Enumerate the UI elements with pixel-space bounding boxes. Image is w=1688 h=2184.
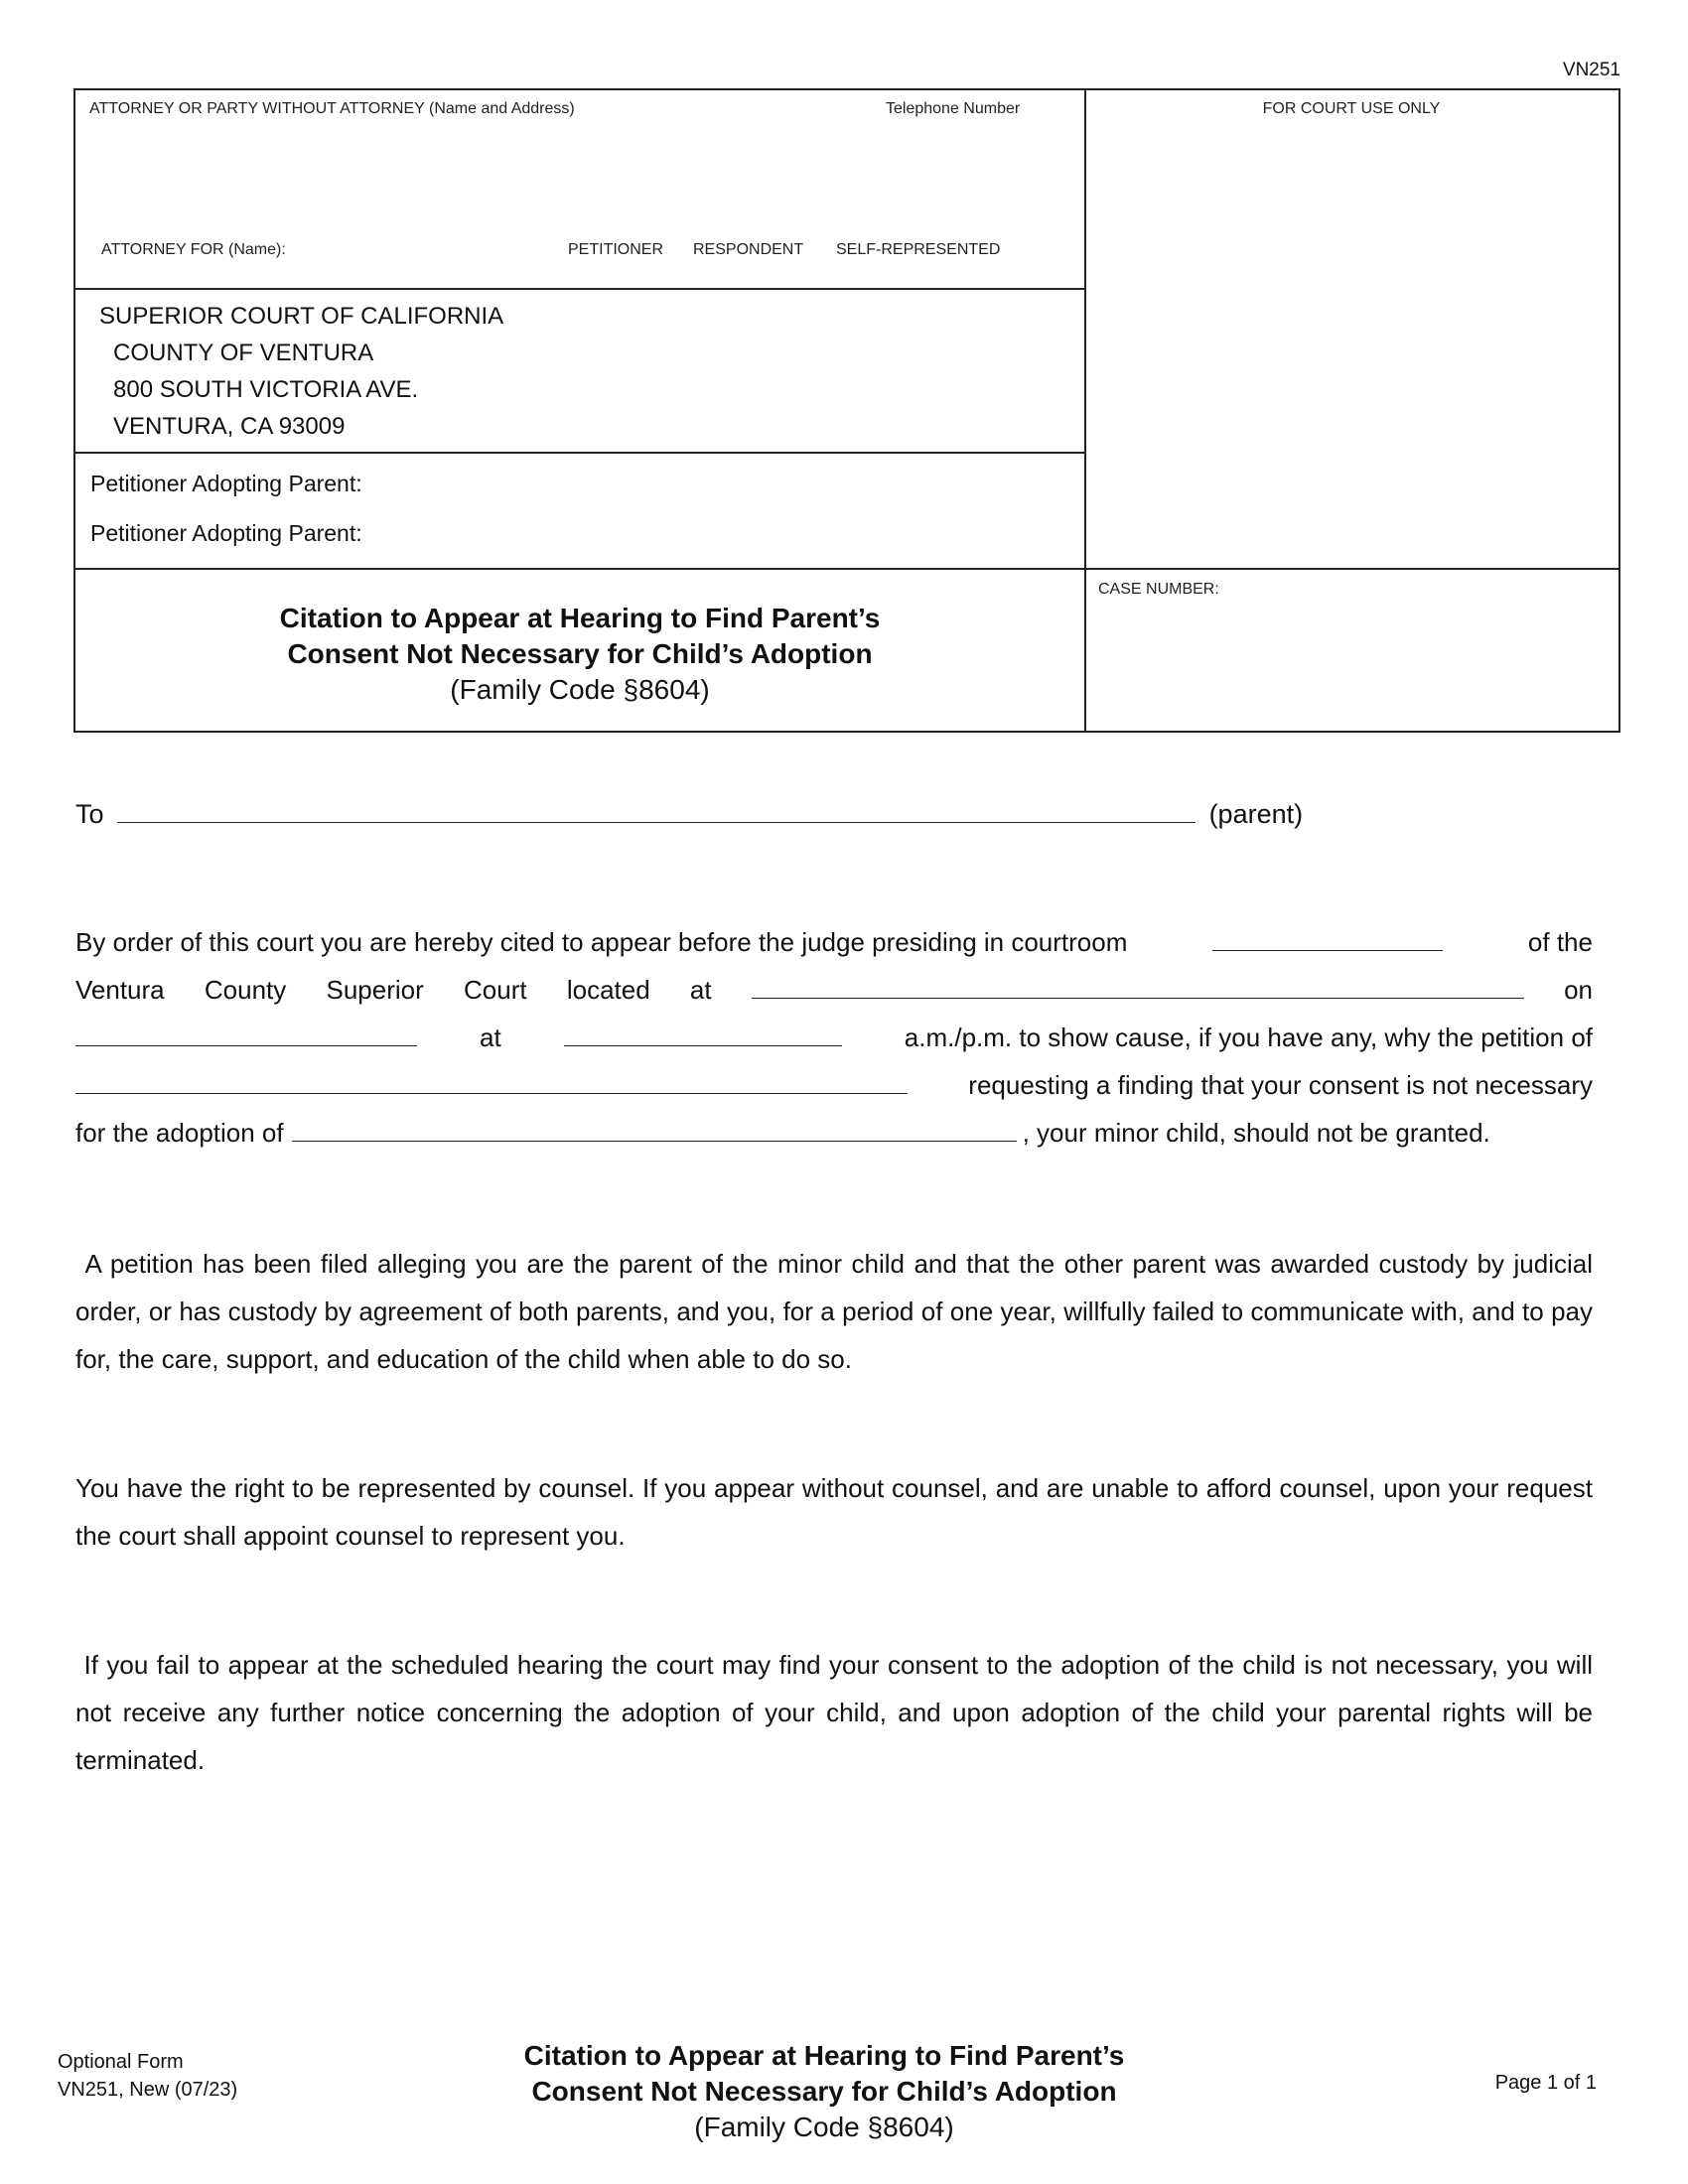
parent-label: (parent)	[1208, 799, 1304, 829]
parent-name-field[interactable]	[117, 796, 1196, 823]
citation-paragraph	[75, 918, 1593, 1157]
p1-word-located: located	[566, 975, 650, 1005]
p1-line1-end: of the	[1527, 927, 1593, 957]
p1-line4-text: requesting a finding that your consent is not necessary	[968, 1070, 1593, 1100]
title-line-1: Citation to Appear at Hearing to Find Parent’s	[279, 603, 881, 633]
page-number: Page 1 of 1	[1494, 2072, 1597, 2094]
p1-word-superior: Superior	[326, 975, 424, 1005]
header-rule-3	[75, 568, 1618, 570]
footer-title-line-2: Consent Not Necessary for Child’s Adoption	[531, 2076, 1117, 2107]
p1-line1-text: By order of this court you are hereby cited to appear before the judge presiding in courtroom	[75, 927, 1128, 957]
footer-title	[427, 2038, 1221, 2145]
p1-word-on: on	[1564, 975, 1593, 1005]
header-rule-2	[75, 452, 1084, 454]
court-use-label: FOR COURT USE ONLY	[1262, 100, 1441, 117]
case-number-field[interactable]	[1098, 605, 1605, 714]
petitioner-name-field[interactable]	[75, 1067, 908, 1094]
footer-optional: Optional Form	[58, 2051, 184, 2073]
header-rule-1	[75, 288, 1084, 290]
header-divider	[1084, 90, 1086, 731]
attorney-for-label: ATTORNEY FOR (Name):	[101, 241, 286, 258]
hearing-time-field[interactable]	[564, 1020, 842, 1046]
respondent-option[interactable]: RESPONDENT	[693, 241, 804, 258]
to-line	[75, 796, 1303, 830]
court-county: COUNTY OF VENTURA	[113, 340, 374, 366]
self-represented-option[interactable]: SELF-REPRESENTED	[836, 241, 1001, 258]
location-field[interactable]	[752, 972, 1524, 999]
court-city: VENTURA, CA 93009	[113, 413, 346, 440]
p1-word-ventura: Ventura	[75, 975, 165, 1005]
p1-line5-end: , your minor child, should not be granted.	[1022, 1118, 1490, 1148]
petitioner-option[interactable]: PETITIONER	[568, 241, 664, 258]
form-header	[73, 88, 1620, 733]
p1-line3-text: a.m./p.m. to show cause, if you have any, why the petition of	[904, 1023, 1593, 1052]
title-line-3: (Family Code §8604)	[450, 674, 710, 705]
p1-line5-text: for the adoption of	[75, 1118, 284, 1148]
child-name-field[interactable]	[292, 1115, 1017, 1142]
to-label: To	[75, 799, 104, 829]
form-id: VN251	[1562, 60, 1620, 80]
petitioner-adopting-parent-1: Petitioner Adopting Parent:	[90, 471, 362, 496]
p1-word-at: at	[689, 975, 712, 1005]
p1-word-court: Court	[464, 975, 527, 1005]
footer-form-info	[58, 2048, 237, 2104]
hearing-date-field[interactable]	[75, 1020, 417, 1046]
petition-paragraph: A petition has been filed alleging you are the parent of the minor child and that the other parent was awarded custody by judicial order, or has custody by agreement of both parents, and you, for a period of one year, willfully failed to communicate with, and to pay for, the care, support, and education of the child when able to do so.	[75, 1249, 1601, 1374]
footer-title-line-1: Citation to Appear at Hearing to Find Parent’s	[523, 2040, 1125, 2071]
form-title	[75, 601, 1084, 708]
failure-paragraph: If you fail to appear at the scheduled hearing the court may find your consent to the adoption of the child is not necessary, you will not receive any further notice concerning the adoption of your child, and upon adoption of the child your parental rights will be terminated.	[75, 1650, 1601, 1775]
footer-version: VN251, New (07/23)	[58, 2079, 238, 2101]
petitioner-adopting-parent-2: Petitioner Adopting Parent:	[90, 520, 362, 546]
counsel-paragraph: You have the right to be represented by counsel. If you appear without counsel, and are unable to afford counsel, upon your request the court shall appoint counsel to represent you.	[75, 1473, 1593, 1551]
title-line-2: Consent Not Necessary for Child’s Adoption	[287, 638, 873, 669]
attorney-label: ATTORNEY OR PARTY WITHOUT ATTORNEY (Name and Address)	[89, 100, 575, 117]
footer-title-line-3: (Family Code §8604)	[694, 2112, 954, 2142]
court-name: SUPERIOR COURT OF CALIFORNIA	[99, 303, 504, 330]
court-street: 800 SOUTH VICTORIA AVE.	[113, 376, 419, 403]
case-number-label: CASE NUMBER:	[1098, 581, 1219, 598]
courtroom-field[interactable]	[1212, 924, 1443, 951]
p1-word-county: County	[204, 975, 287, 1005]
p1-word-at-2: at	[480, 1023, 501, 1052]
telephone-label: Telephone Number	[886, 100, 1021, 117]
